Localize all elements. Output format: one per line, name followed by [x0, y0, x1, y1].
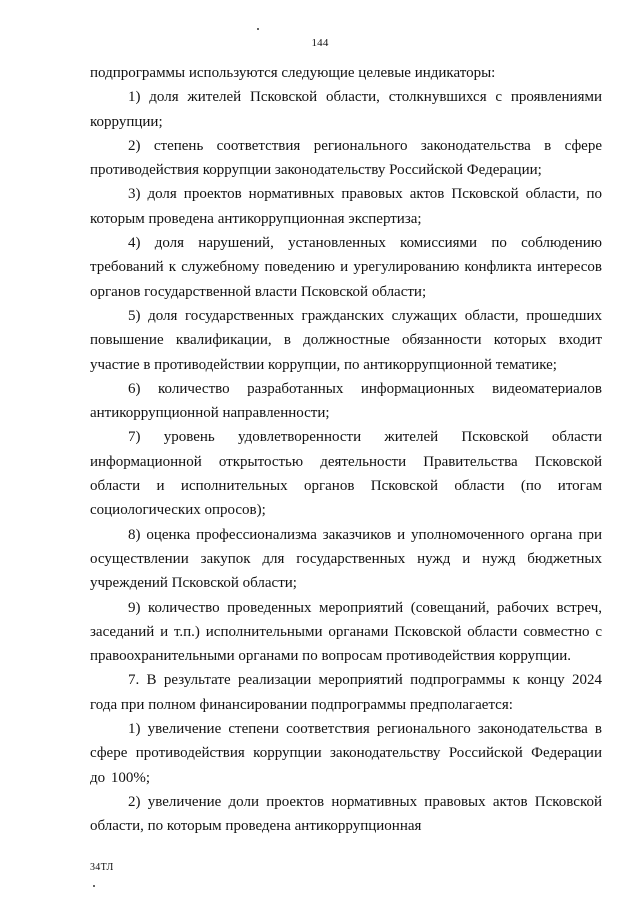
- indicator-5: 5) доля государственных гражданских служащих области, прошедших повышение квалификации, в должностные обязанности которых входит участие в противодействии коррупции, по антикоррупционной тематике;: [90, 307, 602, 373]
- scan-speck: [257, 28, 259, 30]
- indicator-4: 4) доля нарушений, установленных комиссиями по соблюдению требований к служебному поведению и урегулированию конфликта интересов органов государственной власти Псковской области;: [90, 235, 602, 300]
- indicator-1: 1) доля жителей Псковской области, столкнувшихся с проявлениями коррупции;: [90, 89, 602, 130]
- document-body: [90, 61, 602, 839]
- indicator-2: 2) степень соответствия регионального законодательства в сфере противодействия коррупции законодательству Российской Федерации;: [90, 137, 602, 179]
- indicator-9: 9) количество проведенных мероприятий (совещаний, рабочих встреч, заседаний и т.п.) исполнительными органами Псковской области совместно с правоохранительными органами по вопросам противодействия коррупции.: [90, 599, 602, 665]
- expected-result-2: 2) увеличение доли проектов нормативных правовых актов Псковской области, по которым проведена антикоррупционная: [90, 793, 602, 835]
- indicator-8: 8) оценка профессионализма заказчиков и уполномоченного органа при осуществлении закупок для государственных нужд и нужд бюджетных учреждений Псковской области;: [90, 526, 602, 592]
- intro-paragraph: подпрограммы используются следующие целевые индикаторы:: [90, 65, 496, 81]
- section-7-paragraph: 7. В результате реализации мероприятий подпрограммы к концу 2024 года при полном финансировании подпрограммы предполагается:: [90, 672, 602, 713]
- indicator-6: 6) количество разработанных информационных видеоматериалов антикоррупционной направленности;: [90, 380, 602, 422]
- footer-document-code: 34ТЛ: [90, 862, 114, 873]
- scan-speck: [93, 885, 95, 887]
- indicator-7: 7) уровень удовлетворенности жителей Псковской области информационной открытостью деятельности Правительства Псковской области и исполнительных органов Псковской области (по итогам социологических опросов);: [90, 429, 602, 519]
- expected-result-1: 1) увеличение степени соответствия регионального законодательства в сфере противодействия коррупции законодательству Российской Федерации до 100%;: [90, 721, 602, 786]
- indicator-3: 3) доля проектов нормативных правовых актов Псковской области, по которым проведена антикоррупционная экспертиза;: [90, 186, 602, 227]
- page-number: 144: [311, 37, 329, 49]
